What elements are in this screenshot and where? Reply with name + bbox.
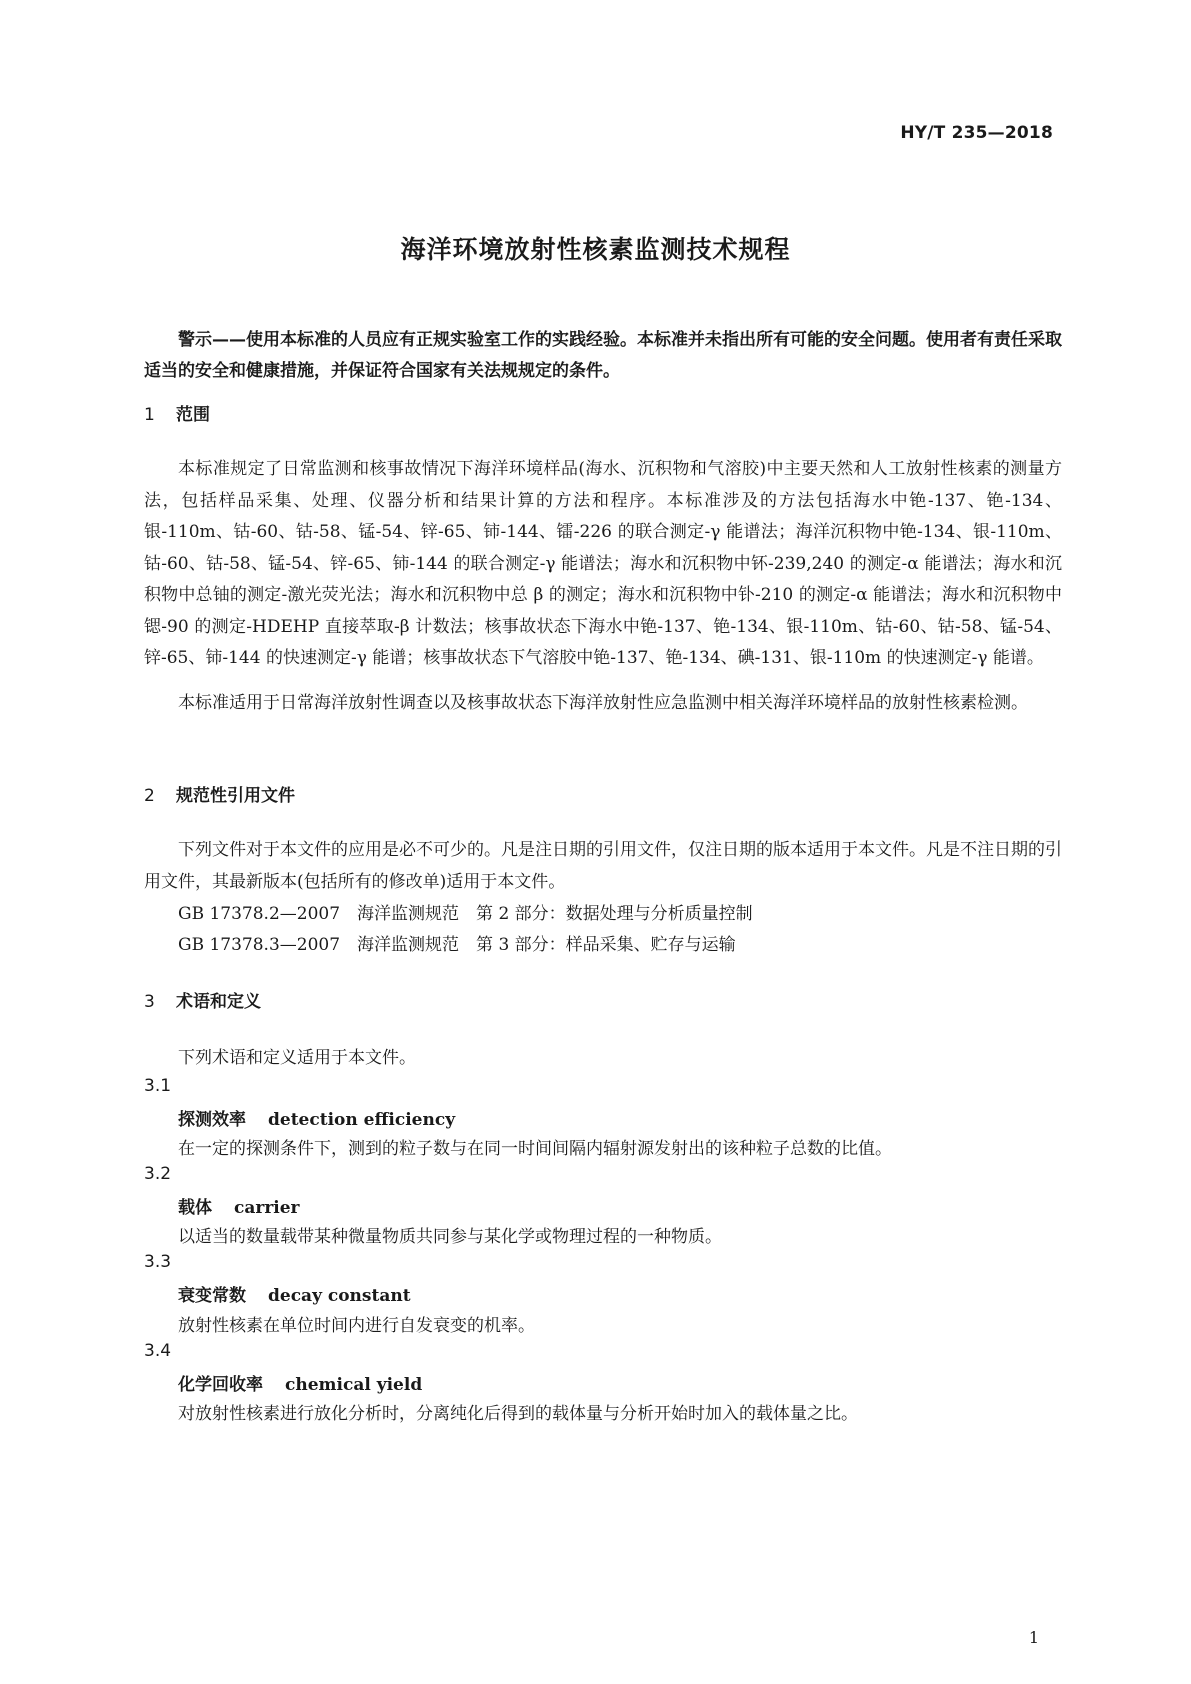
section-3-heading	[144, 987, 261, 1012]
term-en: carrier	[234, 1198, 300, 1218]
standard-code: HY/T 235—2018	[900, 123, 1053, 143]
term-number: 3.2	[144, 1164, 172, 1184]
term-en: detection efficiency	[268, 1110, 456, 1130]
term-number: 3.3	[144, 1252, 172, 1272]
term-number: 3.1	[144, 1076, 172, 1096]
term-definition: 以适当的数量载带某种微量物质共同参与某化学或物理过程的一种物质。	[178, 1227, 722, 1247]
section-1-paragraph-1: 本标准规定了日常监测和核事故情况下海洋环境样品(海水、沉积物和气溶胶)中主要天然和人工放射性核素的测量方法，包括样品采集、处理、仪器分析和结果计算的方法和程序。本标准涉及的方法包括海水中铯-137、铯-134、银-110m、钴-60、钴-58、锰-54、锌-65、铈-144、镭-226 的联合测定-γ 能谱法；海洋沉积物中铯-134、银-110m、钴-60、钴-58、锰-54、锌-65、铈-144 的联合测定-γ 能谱法；海水和沉积物中钚-239,240 的测定-α 能谱法；海水和沉积物中总铀的测定-激光荧光法；海水和沉积物中总 β 的测定；海水和沉积物中钋-210 的测定-α 能谱法；海水和沉积物中锶-90 的测定-HDEHP 直接萃取-β 计数法；核事故状态下海水中铯-137、铯-134、银-110m、钴-60、钴-58、锰-54、锌-65、铈-144 的快速测定-γ 能谱；核事故状态下气溶胶中铯-137、铯-134、碘-131、银-110m 的快速测定-γ 能谱。	[144, 459, 1062, 668]
section-title: 术语和定义	[176, 992, 261, 1012]
term-name	[178, 1105, 455, 1130]
term-definition: 对放射性核素进行放化分析时，分离纯化后得到的载体量与分析开始时加入的载体量之比。	[178, 1404, 858, 1424]
term-en: decay constant	[268, 1286, 411, 1306]
section-1-heading	[144, 400, 210, 425]
term-name	[178, 1193, 300, 1218]
term-name	[178, 1281, 411, 1306]
section-1-paragraph-2: 本标准适用于日常海洋放射性调查以及核事故状态下海洋放射性应急监测中相关海洋环境样品的放射性核素检测。	[178, 693, 1028, 713]
section-2-heading	[144, 781, 295, 806]
reference-item: GB 17378.2—2007 海洋监测规范 第 2 部分：数据处理与分析质量控制	[178, 904, 753, 924]
reference-item: GB 17378.3—2007 海洋监测规范 第 3 部分：样品采集、贮存与运输	[178, 935, 736, 955]
term-definition: 放射性核素在单位时间内进行自发衰变的机率。	[178, 1316, 535, 1336]
section-title: 范围	[176, 405, 210, 425]
section-title: 规范性引用文件	[176, 786, 295, 806]
term-zh: 载体	[178, 1198, 212, 1218]
term-en: chemical yield	[285, 1375, 423, 1395]
page-number: 1	[1028, 1628, 1039, 1647]
term-zh: 衰变常数	[178, 1286, 246, 1306]
term-name	[178, 1370, 422, 1395]
term-definition: 在一定的探测条件下，测到的粒子数与在同一时间间隔内辐射源发射出的该种粒子总数的比值。	[178, 1139, 892, 1159]
section-number: 2	[144, 786, 155, 806]
section-2-paragraph: 下列文件对于本文件的应用是必不可少的。凡是注日期的引用文件，仅注日期的版本适用于本文件。凡是不注日期的引用文件，其最新版本(包括所有的修改单)适用于本文件。	[144, 840, 1062, 892]
section-3-intro: 下列术语和定义适用于本文件。	[178, 1048, 416, 1068]
term-zh: 化学回收率	[178, 1375, 263, 1395]
warning-paragraph: 警示——使用本标准的人员应有正规实验室工作的实践经验。本标准并未指出所有可能的安全问题。使用者有责任采取适当的安全和健康措施，并保证符合国家有关法规规定的条件。	[144, 330, 1062, 381]
term-zh: 探测效率	[178, 1110, 246, 1130]
section-number: 1	[144, 405, 155, 425]
section-number: 3	[144, 992, 155, 1012]
document-title: 海洋环境放射性核素监测技术规程	[400, 235, 791, 264]
term-number: 3.4	[144, 1341, 172, 1361]
